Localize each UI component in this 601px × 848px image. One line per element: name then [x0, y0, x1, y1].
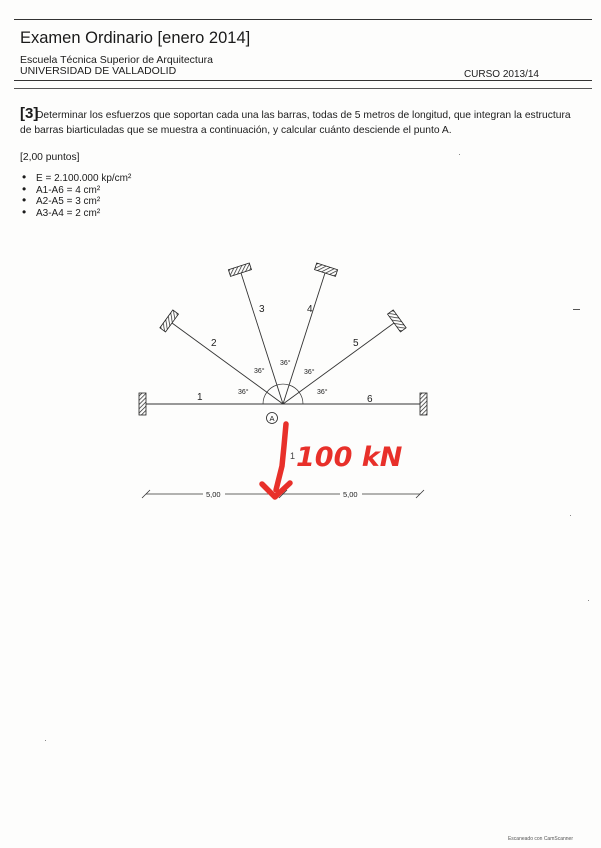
bar-4 [283, 273, 325, 404]
support-bar-4 [315, 263, 338, 276]
question-text-line-1: Determinar los esfuerzos que soportan cada una las barras, todas de 5 metros de longitud, que integran la estructura [36, 110, 571, 121]
bar-2 [172, 323, 283, 404]
scan-speck [570, 515, 571, 516]
scan-speck [573, 309, 580, 310]
property-item: • A2-A5 = 3 cm² [20, 196, 131, 208]
support-left [139, 393, 146, 415]
question-number: [3] [20, 105, 39, 122]
support-bar-3 [228, 263, 251, 276]
scan-speck [45, 740, 46, 741]
exam-title: Examen Ordinario [enero 2014] [20, 29, 251, 47]
bar-3 [241, 273, 283, 404]
scan-speck [588, 600, 589, 601]
angle-arc-upper-right [289, 385, 299, 392]
angle-label-upper-left: 36° [254, 368, 265, 375]
dimension-label-left: 5,00 [206, 490, 221, 499]
bar-label-5: 5 [353, 338, 359, 349]
question-text-line-2: de barras biarticuladas que se muestra a continuación, y calcular cuánto desciende el punto A. [20, 125, 452, 136]
scan-speck [459, 154, 460, 155]
angle-arc-upper-left [267, 385, 277, 392]
angle-arc-right [299, 392, 303, 404]
property-item: • E = 2.100.000 kp/cm² [20, 173, 131, 185]
angle-arc-top [277, 384, 289, 385]
bar-label-4: 4 [307, 304, 313, 315]
hidden-load-label: 1 [290, 451, 296, 461]
bar-5 [283, 323, 394, 404]
support-right [420, 393, 427, 415]
bar-label-6: 6 [367, 394, 373, 405]
property-item: • A3-A4 = 2 cm² [20, 208, 131, 220]
angle-label-top: 36° [280, 360, 291, 367]
bar-label-1: 1 [197, 392, 203, 403]
angle-label-right: 36° [317, 389, 328, 396]
dimension-label-right: 5,00 [343, 490, 358, 499]
node-a-label: A [269, 414, 275, 423]
angle-label-upper-right: 36° [304, 369, 315, 376]
bar-label-3: 3 [259, 304, 265, 315]
load-annotation: 100 kN [296, 442, 403, 473]
school-line-2: UNIVERSIDAD DE VALLADOLID [20, 65, 177, 77]
school-line-1: Escuela Técnica Superior de Arquitectura [20, 54, 213, 66]
angle-label-left: 36° [238, 389, 249, 396]
angle-arc-left [263, 392, 267, 404]
course-label: CURSO 2013/14 [463, 69, 539, 80]
load-arrow-shaft [276, 424, 286, 490]
support-bar-2 [160, 310, 179, 332]
bar-label-2: 2 [211, 338, 217, 349]
property-item: • A1-A6 = 4 cm² [20, 185, 131, 197]
question-points: [2,00 puntos] [20, 152, 80, 163]
scanner-watermark: Escaneado con CamScanner [507, 836, 573, 842]
support-bar-5 [388, 310, 407, 332]
